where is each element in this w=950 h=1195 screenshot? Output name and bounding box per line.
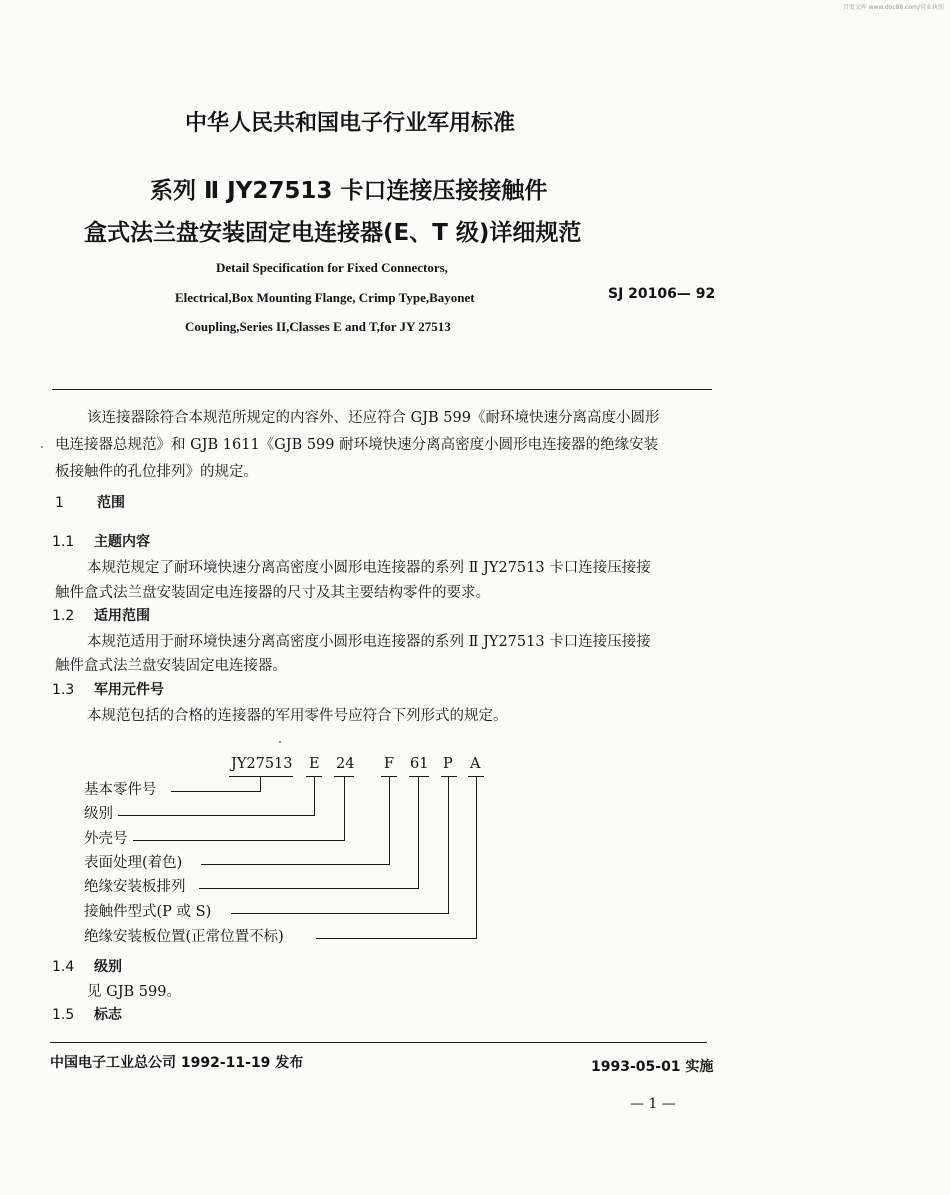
section-1-1-line-1: 本规范规定了耐环境快速分离高密度小圆形电连接器的系列 Ⅱ JY27513 卡口连接压接接 <box>87 560 651 576</box>
leader-contact-type <box>231 913 449 914</box>
corner-watermark-text: 百度文库 www.doc88.com/营业执照 <box>842 4 944 11</box>
label-shell-size: 外壳号 <box>84 831 128 847</box>
leader-base <box>171 791 260 792</box>
leader-finish-vertical <box>389 776 390 865</box>
code-position: A <box>470 756 481 772</box>
code-finish: F <box>384 756 395 772</box>
section-1-1-heading <box>52 531 150 551</box>
english-title-line-1: Detail Specification for Fixed Connectors, <box>216 260 448 275</box>
section-1-title: 范围 <box>97 495 125 511</box>
section-1-1-title: 主题内容 <box>94 534 150 550</box>
label-base-part-number: 基本零件号 <box>84 782 157 798</box>
leader-shell <box>133 840 345 841</box>
leader-finish <box>201 864 390 865</box>
footer-divider <box>50 1042 707 1043</box>
section-1-number: 1 <box>55 495 64 511</box>
section-1-3-line-1: 本规范包括的合格的连接器的军用零件号应符合下列形式的规定。 <box>87 708 508 724</box>
code-shell: 24 <box>336 756 355 772</box>
section-1-1-line-2: 触件盒式法兰盘安装固定电连接器的尺寸及其主要结构零件的要求。 <box>55 585 490 601</box>
intro-line-2: 电连接器总规范》和 GJB 1611《GJB 599 耐环境快速分离高密度小圆形电连接器的绝缘安装 <box>55 437 659 453</box>
title-line-2: 盒式法兰盘安装固定电连接器(E、T 级)详细规范 <box>84 220 582 246</box>
code-contact-type: P <box>443 756 453 772</box>
intro-line-3: 板接触件的孔位排列》的规定。 <box>55 464 258 480</box>
header-divider <box>52 389 712 390</box>
code-arrangement: 61 <box>410 756 429 772</box>
section-1-3-title: 军用元件号 <box>94 682 164 698</box>
label-insert-position: 绝缘安装板位置(正常位置不标) <box>84 929 284 945</box>
english-title-line-3: Coupling,Series II,Classes E and T,for JY 27513 <box>185 319 451 334</box>
standard-code: SJ 20106— 92 <box>608 286 716 302</box>
title-line-1: 系列 Ⅱ JY27513 卡口连接压接接触件 <box>150 178 548 204</box>
section-1-2-number: 1.2 <box>52 608 75 624</box>
leader-position-vertical <box>476 776 477 939</box>
section-1-4-heading <box>52 956 122 976</box>
section-1-5-heading <box>52 1004 122 1024</box>
organization-line: 中华人民共和国电子行业军用标准 <box>184 111 515 136</box>
section-1-4-title: 级别 <box>94 959 122 975</box>
leader-arrangement-vertical <box>418 776 419 889</box>
section-1-2-heading <box>52 605 150 625</box>
leader-contact-type-vertical <box>448 776 449 914</box>
section-1-1-number: 1.1 <box>52 534 75 550</box>
leader-class-vertical <box>314 776 315 816</box>
label-contact-type: 接触件型式(P 或 S) <box>84 904 212 920</box>
leader-base-vertical <box>260 776 261 792</box>
leader-arrangement <box>199 888 419 889</box>
label-insert-arrangement: 绝缘安装板排列 <box>84 879 186 895</box>
section-1-2-title: 适用范围 <box>94 608 150 624</box>
page-number: — 1 — <box>630 1096 676 1112</box>
issue-date: 中国电子工业总公司 1992-11-19 发布 <box>50 1055 304 1071</box>
label-surface-finish: 表面处理(着色) <box>84 855 183 871</box>
effective-date: 1993-05-01 实施 <box>591 1059 714 1075</box>
label-class: 级别 <box>84 806 113 822</box>
code-base: JY27513 <box>231 756 293 772</box>
section-1-4-number: 1.4 <box>52 959 75 975</box>
intro-line-1: 该连接器除符合本规范所规定的内容外、还应符合 GJB 599《耐环境快速分离高度小圆形 <box>87 410 660 426</box>
leader-position <box>316 938 477 939</box>
code-contact-type-underline <box>441 776 457 777</box>
section-1-3-number: 1.3 <box>52 682 75 698</box>
section-1-5-number: 1.5 <box>52 1007 75 1023</box>
leader-class <box>118 815 315 816</box>
leader-shell-vertical <box>344 776 345 841</box>
section-1-3-heading <box>52 679 164 699</box>
code-base-underline <box>229 776 293 777</box>
english-title-line-2: Electrical,Box Mounting Flange, Crimp Type,Bayonet <box>175 290 475 305</box>
section-1-5-title: 标志 <box>94 1007 122 1023</box>
section-1-heading <box>55 492 125 512</box>
scan-speck <box>279 741 281 743</box>
section-1-2-line-2: 触件盒式法兰盘安装固定电连接器。 <box>55 658 287 674</box>
section-1-4-line-1: 见 GJB 599。 <box>87 984 181 1000</box>
section-1-2-line-1: 本规范适用于耐环境快速分离高密度小圆形电连接器的系列 Ⅱ JY27513 卡口连接压接接 <box>87 634 651 650</box>
scan-speck <box>41 446 43 448</box>
code-arrangement-underline <box>409 776 429 777</box>
code-class: E <box>309 756 320 772</box>
